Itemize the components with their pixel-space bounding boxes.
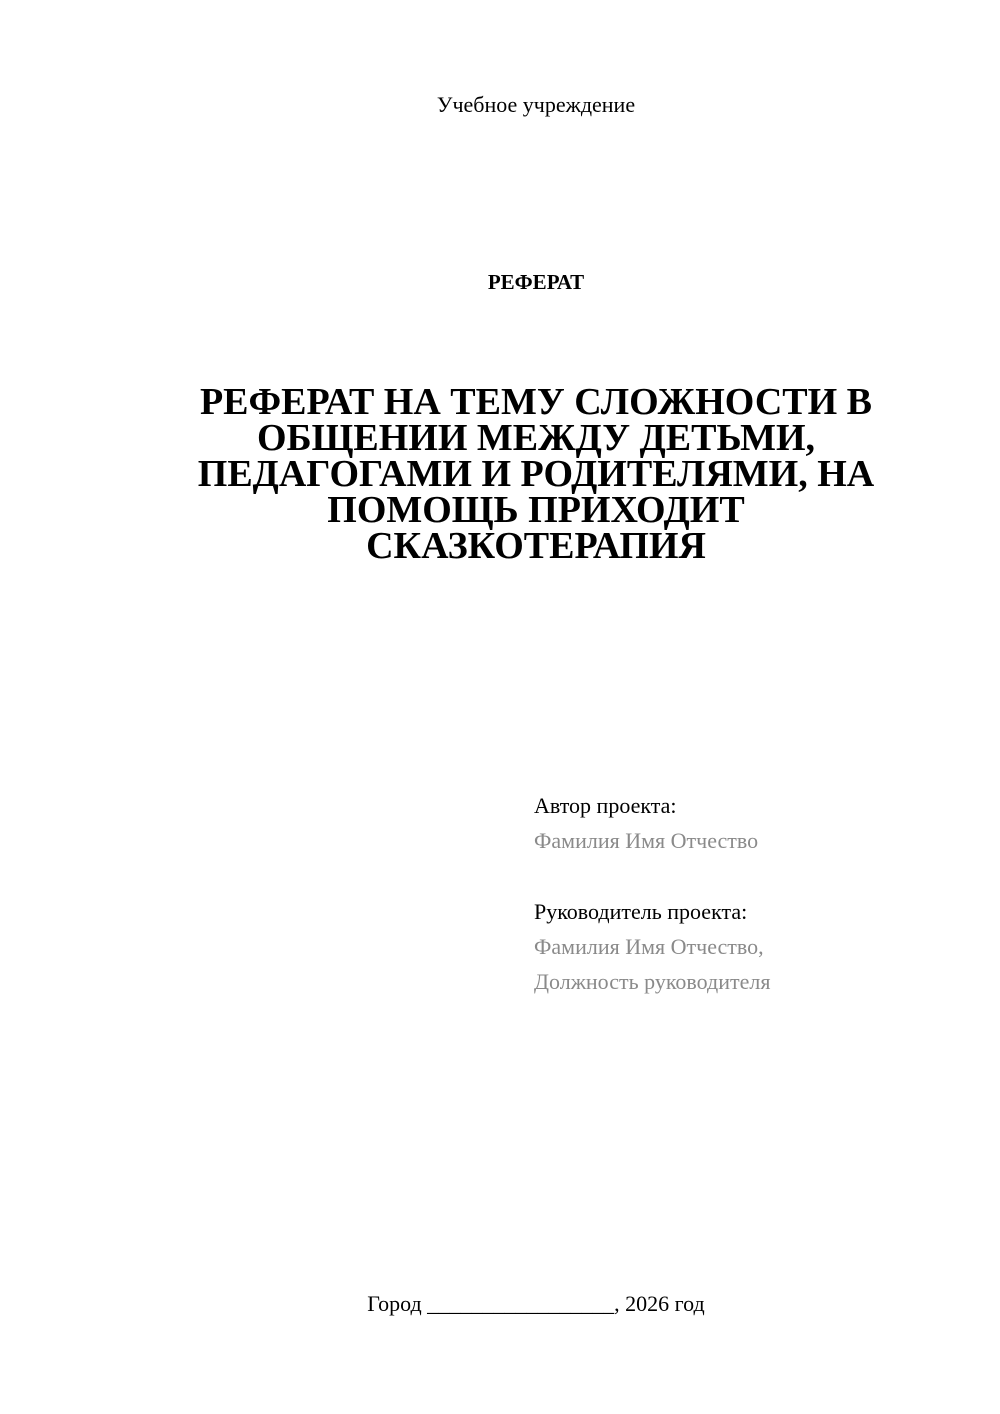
- supervisor-position: Должность руководителя: [534, 969, 771, 994]
- project-info: [534, 788, 770, 999]
- title-line: ОБЩЕНИИ МЕЖДУ ДЕТЬМИ,: [256, 417, 816, 459]
- title-line: ПЕДАГОГАМИ И РОДИТЕЛЯМИ, НА: [197, 453, 875, 495]
- document-title: [180, 381, 892, 567]
- author-label: Автор проекта:: [534, 793, 677, 818]
- info-spacer: [534, 858, 770, 894]
- institution-name: Учебное учреждение: [436, 92, 636, 117]
- city-year-footer: Город _________________, 2026 год: [367, 1291, 705, 1316]
- author-name: Фамилия Имя Отчество: [534, 828, 759, 853]
- title-line: РЕФЕРАТ НА ТЕМУ СЛОЖНОСТИ В: [199, 381, 873, 423]
- title-line: ПОМОЩЬ ПРИХОДИТ: [327, 489, 745, 531]
- title-line: СКАЗКОТЕРАПИЯ: [366, 525, 706, 567]
- document-type: РЕФЕРАТ: [487, 270, 585, 294]
- supervisor-name: Фамилия Имя Отчество,: [534, 934, 764, 959]
- supervisor-label: Руководитель проекта:: [534, 899, 748, 924]
